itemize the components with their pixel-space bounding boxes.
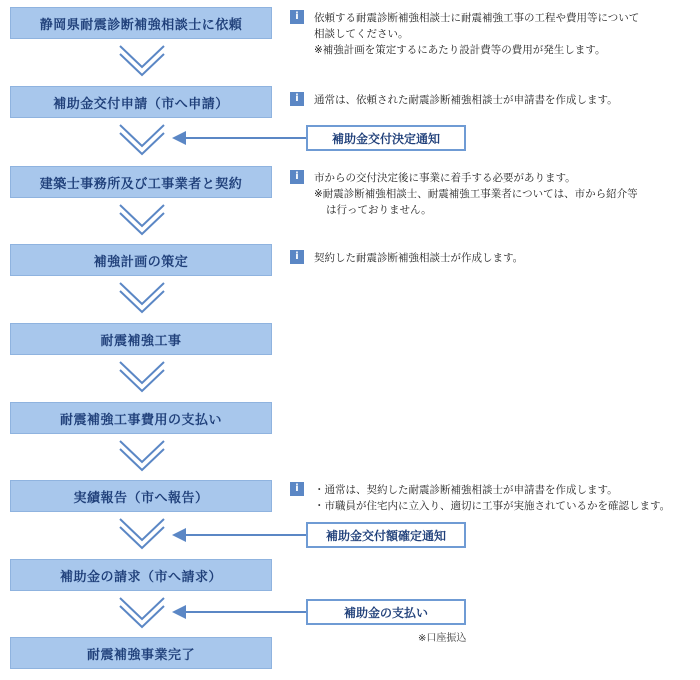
step-label: 補助金交付申請（市へ申請） — [53, 96, 229, 112]
info-icon: i — [290, 250, 304, 264]
step-label: 建築士事務所及び工事業者と契約 — [39, 176, 243, 192]
step-label: 静岡県耐震診断補強相談士に依頼 — [39, 17, 243, 33]
step-1 — [10, 7, 272, 39]
step-label: 実績報告（市へ報告） — [73, 490, 209, 506]
notice-label: 補助金交付決定通知 — [331, 131, 440, 146]
step-6 — [10, 402, 272, 434]
step-7 — [10, 480, 272, 512]
bank-transfer-note: ※口座振込 — [418, 633, 467, 644]
notice-grant-amount-confirmation — [306, 522, 466, 548]
chevron-down-icon — [117, 595, 167, 629]
chevron-down-icon — [117, 516, 167, 550]
info-icon: i — [290, 10, 304, 24]
notice-grant-payment — [306, 599, 466, 625]
info-text: ※耐震診断補強相談士、耐震補強工事業者については、市から紹介等 — [314, 188, 638, 200]
step-2 — [10, 86, 272, 118]
step-label: 補強計画の策定 — [93, 254, 189, 270]
step-label: 耐震補強工事費用の支払い — [59, 412, 222, 428]
info-text: ・市職員が住宅内に立入り、適切に工事が実施されているかを確認します。 — [314, 500, 671, 512]
arrow-left-icon — [172, 131, 308, 145]
step-8 — [10, 559, 272, 591]
info-text: 通常は、依頼された耐震診断補強相談士が申請書を作成します。 — [314, 94, 618, 106]
step-4 — [10, 244, 272, 276]
notice-label: 補助金の支払い — [343, 605, 428, 620]
chevron-down-icon — [117, 280, 167, 314]
arrow-left-icon — [172, 528, 308, 542]
step-label: 耐震補強事業完了 — [86, 647, 195, 663]
chevron-down-icon — [117, 122, 167, 156]
notice-label: 補助金交付額確定通知 — [325, 528, 446, 543]
info-text: ・通常は、契約した耐震診断補強相談士が申請書を作成します。 — [314, 484, 618, 496]
info-icon: i — [290, 170, 304, 184]
chevron-down-icon — [117, 43, 167, 77]
arrow-left-icon — [172, 605, 308, 619]
chevron-down-icon — [117, 438, 167, 472]
step-5 — [10, 323, 272, 355]
info-text: 相談してください。 — [314, 28, 409, 40]
info-text: 契約した耐震診断補強相談士が作成します。 — [314, 252, 524, 264]
chevron-down-icon — [117, 202, 167, 236]
info-text: 依頼する耐震診断補強相談士に耐震補強工事の工程や費用等について — [314, 12, 640, 24]
info-text: 市からの交付決定後に事業に着手する必要があります。 — [314, 172, 576, 184]
step-9 — [10, 637, 272, 669]
info-text: は行っておりません。 — [326, 204, 432, 216]
step-label: 補助金の請求（市へ請求） — [59, 569, 222, 585]
chevron-down-icon — [117, 359, 167, 393]
info-icon: i — [290, 482, 304, 496]
step-3 — [10, 166, 272, 198]
info-text: ※補強計画を策定するにあたり設計費等の費用が発生します。 — [314, 44, 606, 56]
info-icon: i — [290, 92, 304, 106]
notice-grant-decision — [306, 125, 466, 151]
step-label: 耐震補強工事 — [100, 333, 182, 349]
